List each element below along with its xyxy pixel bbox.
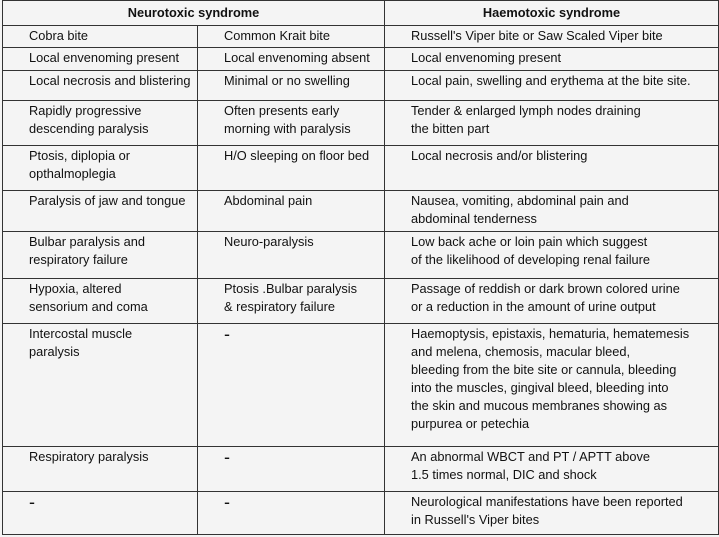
neurotoxic-krait-cell: H/O sleeping on floor bed bbox=[198, 146, 385, 191]
snakebite-syndrome-table bbox=[2, 0, 719, 535]
table-row bbox=[3, 446, 719, 491]
neurotoxic-krait-cell: Abdominal pain bbox=[198, 191, 385, 232]
table-row bbox=[3, 191, 719, 232]
neurotoxic-cobra-cell: Local necrosis and blistering bbox=[3, 70, 198, 101]
table-row bbox=[3, 491, 719, 534]
empty-dash: - bbox=[198, 491, 385, 534]
neurotoxic-krait-cell: Ptosis .Bulbar paralysis & respiratory failure bbox=[198, 279, 385, 324]
neurotoxic-krait-cell: Local envenoming absent bbox=[198, 48, 385, 71]
haemotoxic-cell: Passage of reddish or dark brown colored urine or a reduction in the amount of urine output bbox=[385, 279, 719, 324]
haemotoxic-cell: Haemoptysis, epistaxis, hematuria, hematemesis and melena, chemosis, macular bleed, bleeding from the bite site or cannula, bleeding into the muscles, gingival bleed, bleeding into the skin and mucous membranes showing as purpurea or petechia bbox=[385, 324, 719, 447]
table-row bbox=[3, 25, 719, 48]
neurotoxic-cobra-cell: Ptosis, diplopia or opthalmoplegia bbox=[3, 146, 198, 191]
haemotoxic-cell: Local envenoming present bbox=[385, 48, 719, 71]
empty-dash: - bbox=[3, 491, 198, 534]
table-row bbox=[3, 146, 719, 191]
haemotoxic-header: Haemotoxic syndrome bbox=[385, 1, 719, 26]
haemotoxic-cell: Russell's Viper bite or Saw Scaled Viper bite bbox=[385, 25, 719, 48]
table-row bbox=[3, 232, 719, 279]
haemotoxic-cell: Low back ache or loin pain which suggest of the likelihood of developing renal failure bbox=[385, 232, 719, 279]
table-row bbox=[3, 101, 719, 146]
neurotoxic-cobra-cell: Hypoxia, altered sensorium and coma bbox=[3, 279, 198, 324]
neurotoxic-krait-cell: Neuro-paralysis bbox=[198, 232, 385, 279]
neurotoxic-cobra-cell: Rapidly progressive descending paralysis bbox=[3, 101, 198, 146]
haemotoxic-cell: Local necrosis and/or blistering bbox=[385, 146, 719, 191]
table-row bbox=[3, 324, 719, 447]
table-row bbox=[3, 48, 719, 71]
haemotoxic-cell: An abnormal WBCT and PT / APTT above 1.5 times normal, DIC and shock bbox=[385, 446, 719, 491]
header-row bbox=[3, 1, 719, 26]
neurotoxic-cobra-cell: Intercostal muscle paralysis bbox=[3, 324, 198, 447]
neurotoxic-krait-cell: Minimal or no swelling bbox=[198, 70, 385, 101]
haemotoxic-cell: Nausea, vomiting, abdominal pain and abdominal tenderness bbox=[385, 191, 719, 232]
neurotoxic-cobra-cell: Cobra bite bbox=[3, 25, 198, 48]
empty-dash: - bbox=[198, 446, 385, 491]
neurotoxic-header: Neurotoxic syndrome bbox=[3, 1, 385, 26]
table-row bbox=[3, 279, 719, 324]
neurotoxic-krait-cell: Often presents early morning with paralysis bbox=[198, 101, 385, 146]
neurotoxic-cobra-cell: Local envenoming present bbox=[3, 48, 198, 71]
haemotoxic-cell: Local pain, swelling and erythema at the bite site. bbox=[385, 70, 719, 101]
neurotoxic-cobra-cell: Respiratory paralysis bbox=[3, 446, 198, 491]
empty-dash: - bbox=[198, 324, 385, 447]
haemotoxic-cell: Neurological manifestations have been reported in Russell's Viper bites bbox=[385, 491, 719, 534]
neurotoxic-cobra-cell: Paralysis of jaw and tongue bbox=[3, 191, 198, 232]
neurotoxic-krait-cell: Common Krait bite bbox=[198, 25, 385, 48]
table-row bbox=[3, 70, 719, 101]
neurotoxic-cobra-cell: Bulbar paralysis and respiratory failure bbox=[3, 232, 198, 279]
haemotoxic-cell: Tender & enlarged lymph nodes draining the bitten part bbox=[385, 101, 719, 146]
